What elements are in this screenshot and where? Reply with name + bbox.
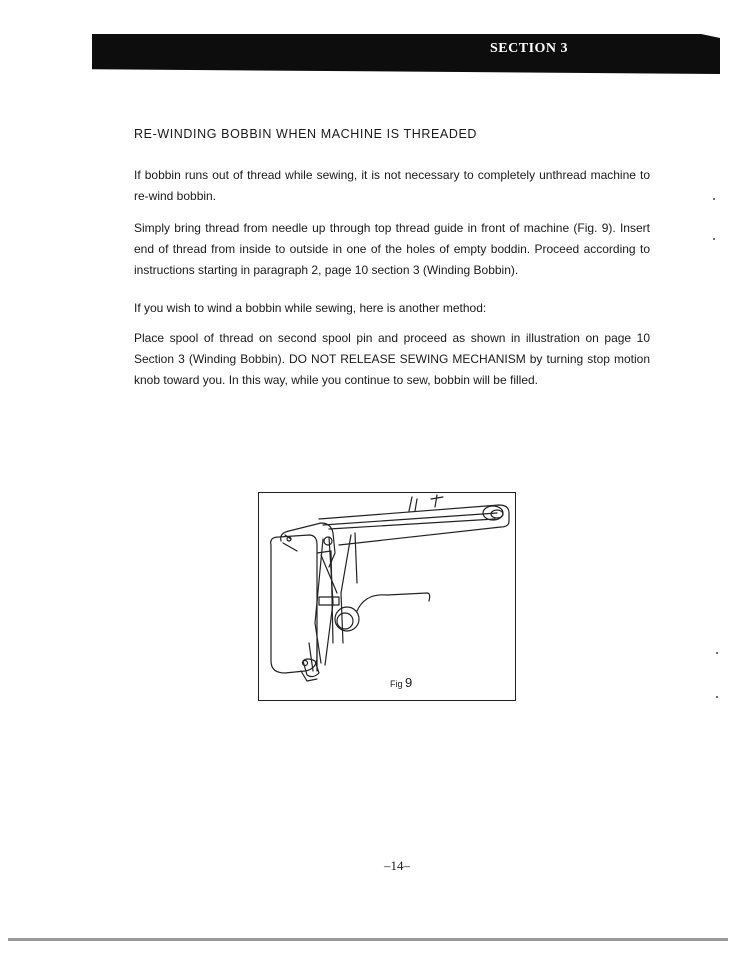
section-label: SECTION 3 <box>490 41 569 56</box>
paragraph-4: Place spool of thread on second spool pin and proceed as shown in illustration on page 10 Section 3 (Winding Bobbin). DO NOT RELEASE SEWING MECHANISM by turning stop motion knob toward you. In this way, while you continue to sew, bobbin will be filled. <box>134 331 650 387</box>
figure-caption <box>390 675 412 690</box>
scan-speck <box>716 652 718 654</box>
paragraph-3: If you wish to wind a bobbin while sewing, here is another method: <box>134 301 487 315</box>
figure-caption-prefix: Fig <box>390 679 403 689</box>
page-number: –14– <box>384 858 410 873</box>
paragraph-1: If bobbin runs out of thread while sewing, it is not necessary to completely unthread machine to re-wind bobbin. <box>134 168 650 203</box>
figure-caption-number: 9 <box>405 675 413 690</box>
page-title: RE-WINDING BOBBIN WHEN MACHINE IS THREADED <box>134 127 478 141</box>
figure-9-illustration <box>258 492 516 701</box>
paragraph-2: Simply bring thread from needle up through top thread guide in front of machine (Fig. 9). Insert end of thread from inside to outside in one of the holes of empty boddin. Proceed according to instructions starting in paragraph 2, page 10 section 3 (Winding Bobbin). <box>134 221 650 277</box>
bottom-divider <box>8 938 728 941</box>
scan-speck <box>713 198 715 200</box>
sewing-machine-drawing <box>259 493 517 702</box>
scan-speck <box>713 238 715 240</box>
scan-speck <box>716 696 718 698</box>
section-header-bar <box>92 34 720 74</box>
